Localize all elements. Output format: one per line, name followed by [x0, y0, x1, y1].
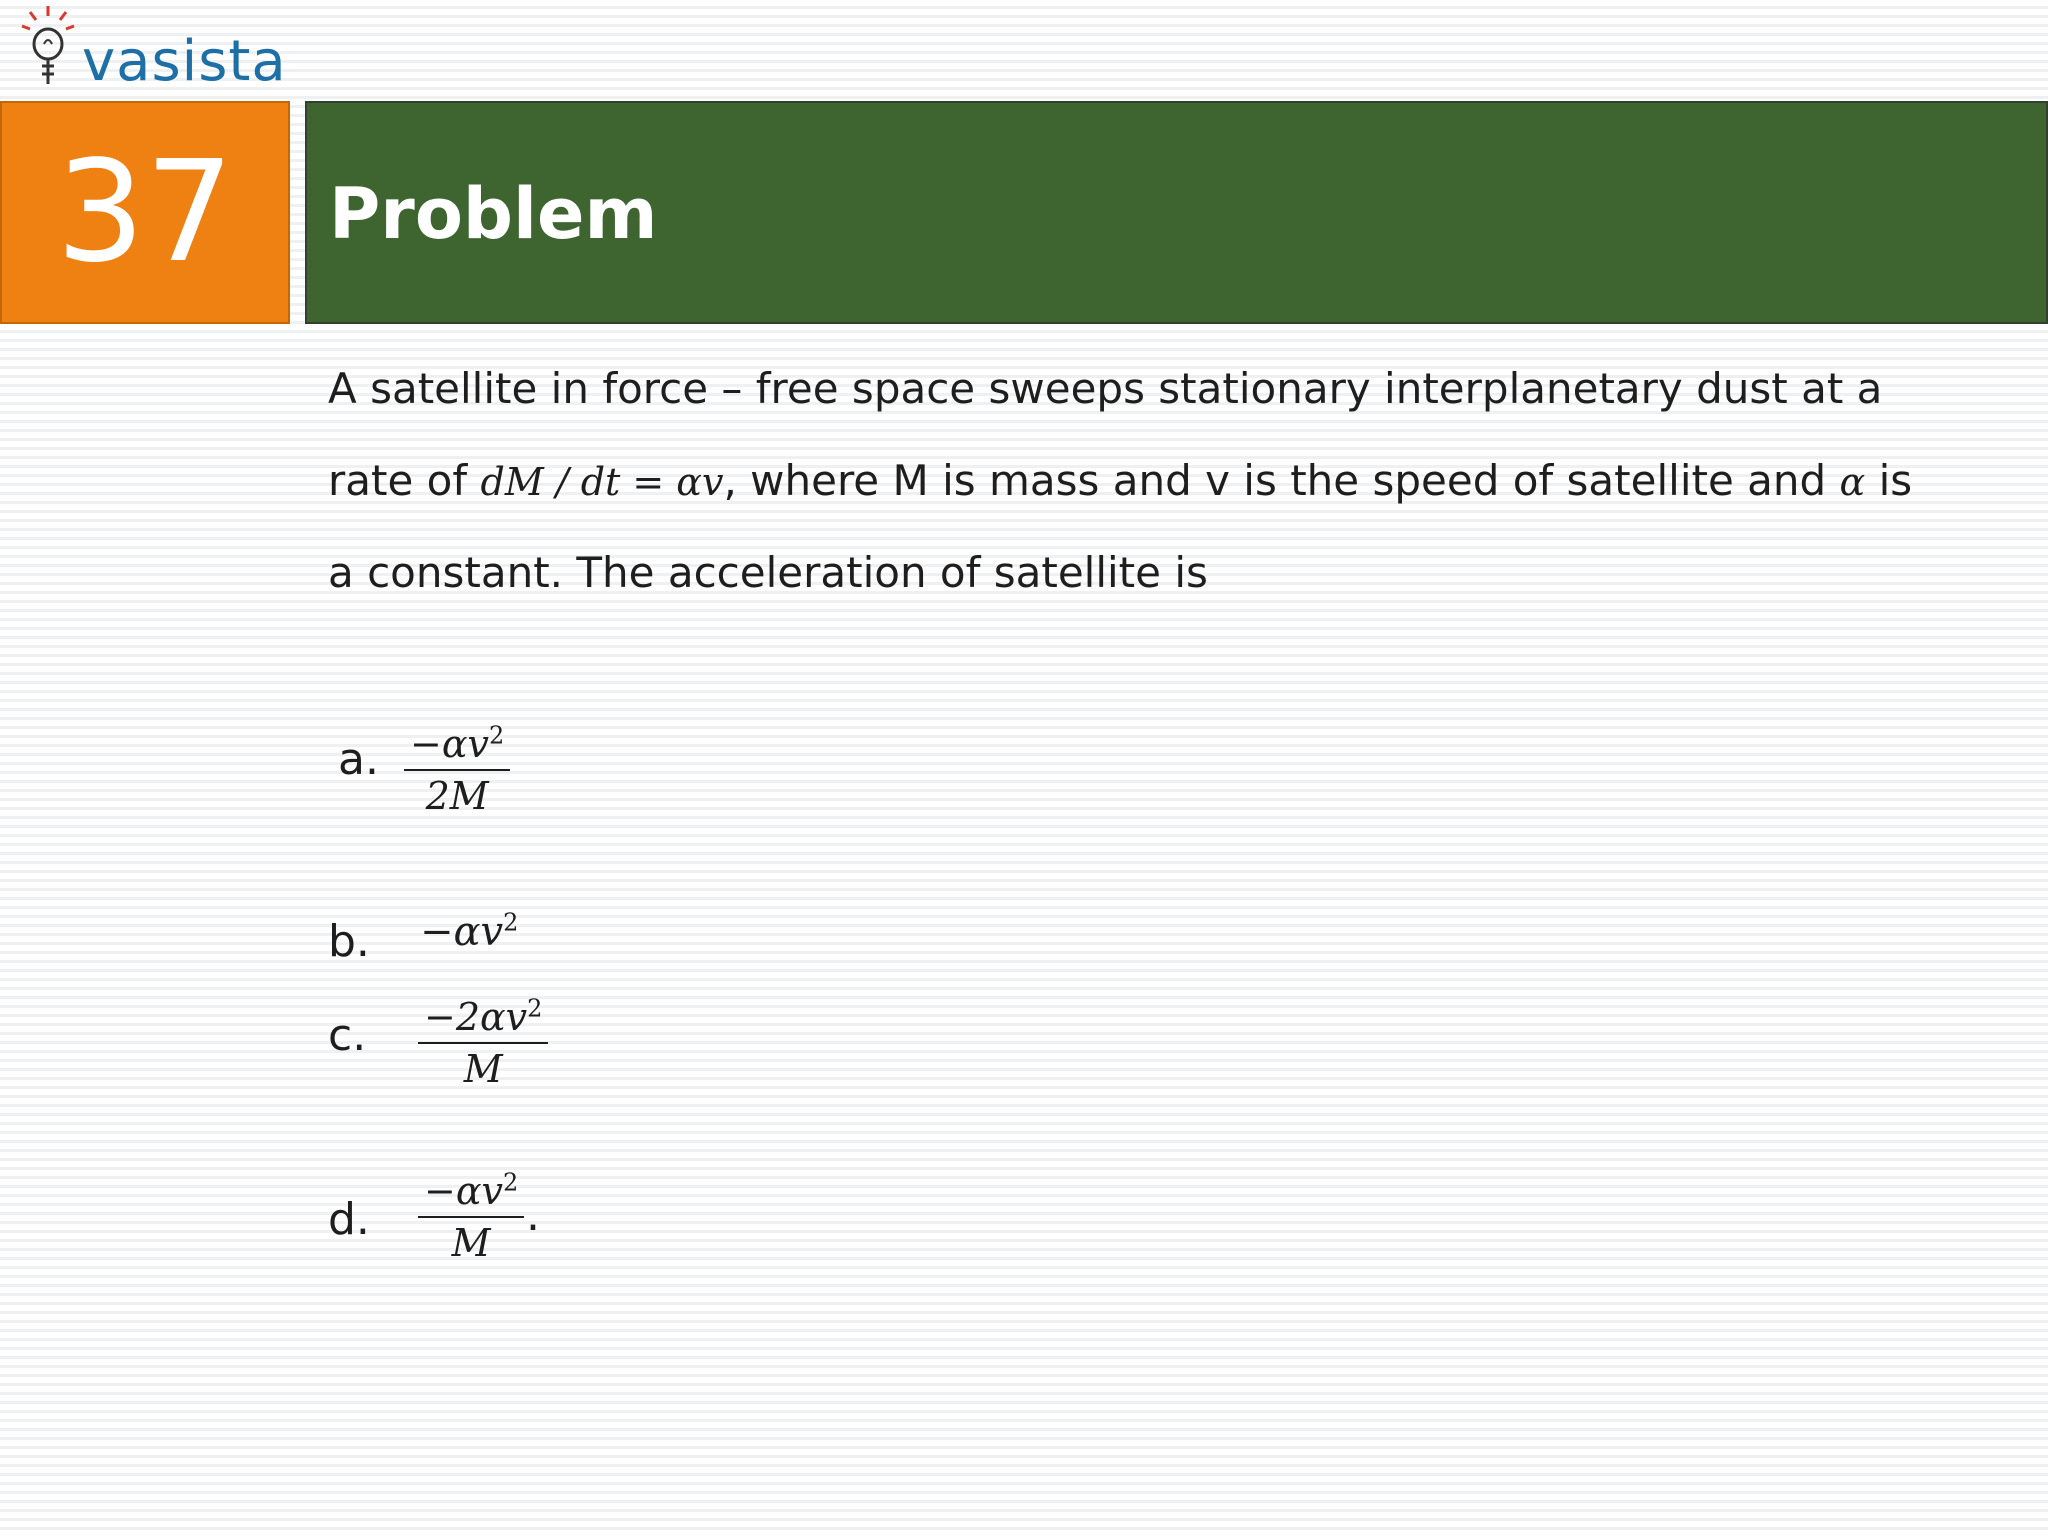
logo-text: vasista — [82, 29, 287, 94]
question-line-3: a constant. The acceleration of satellite is — [328, 548, 1208, 597]
option-a-numerator: $-\alpha v^2$ — [410, 721, 505, 766]
bulb-idea-icon — [18, 4, 78, 92]
question-line-2 — [328, 456, 2028, 505]
option-b-expression: $-\alpha v^2$ — [420, 908, 519, 955]
option-a-denominator: 2M — [425, 774, 489, 818]
title-bar — [305, 101, 2048, 324]
question-line-2-pre: rate of — [328, 456, 468, 505]
option-a-expression — [404, 721, 510, 818]
question-line-2-mid: , where M is mass and v is the speed of satellite and — [723, 456, 1827, 505]
slide-number: 37 — [55, 130, 235, 294]
rate-equation: dM / dt = αv — [480, 460, 724, 504]
option-d-numerator: $-\alpha v^2$ — [424, 1168, 519, 1213]
option-d-label: d. — [328, 1194, 370, 1245]
alpha-symbol: α — [1839, 460, 1866, 504]
slide-number-box — [0, 101, 290, 324]
option-c-numerator: $-2\alpha v^2$ — [424, 994, 543, 1039]
question-line-1: A satellite in force – free space sweeps stationary interplanetary dust at a — [328, 364, 1883, 413]
option-b-label: b. — [328, 916, 370, 967]
option-d-period: . — [526, 1190, 540, 1241]
slide-title: Problem — [329, 173, 658, 255]
question-line-2-post: is — [1878, 456, 1913, 505]
option-a-label: a. — [338, 734, 379, 785]
option-c-expression — [418, 994, 548, 1091]
vasista-logo — [18, 4, 288, 96]
option-d-expression — [418, 1168, 524, 1265]
option-c-label: c. — [328, 1010, 367, 1061]
option-d-denominator: M — [451, 1221, 491, 1265]
option-c-denominator: M — [463, 1047, 503, 1091]
